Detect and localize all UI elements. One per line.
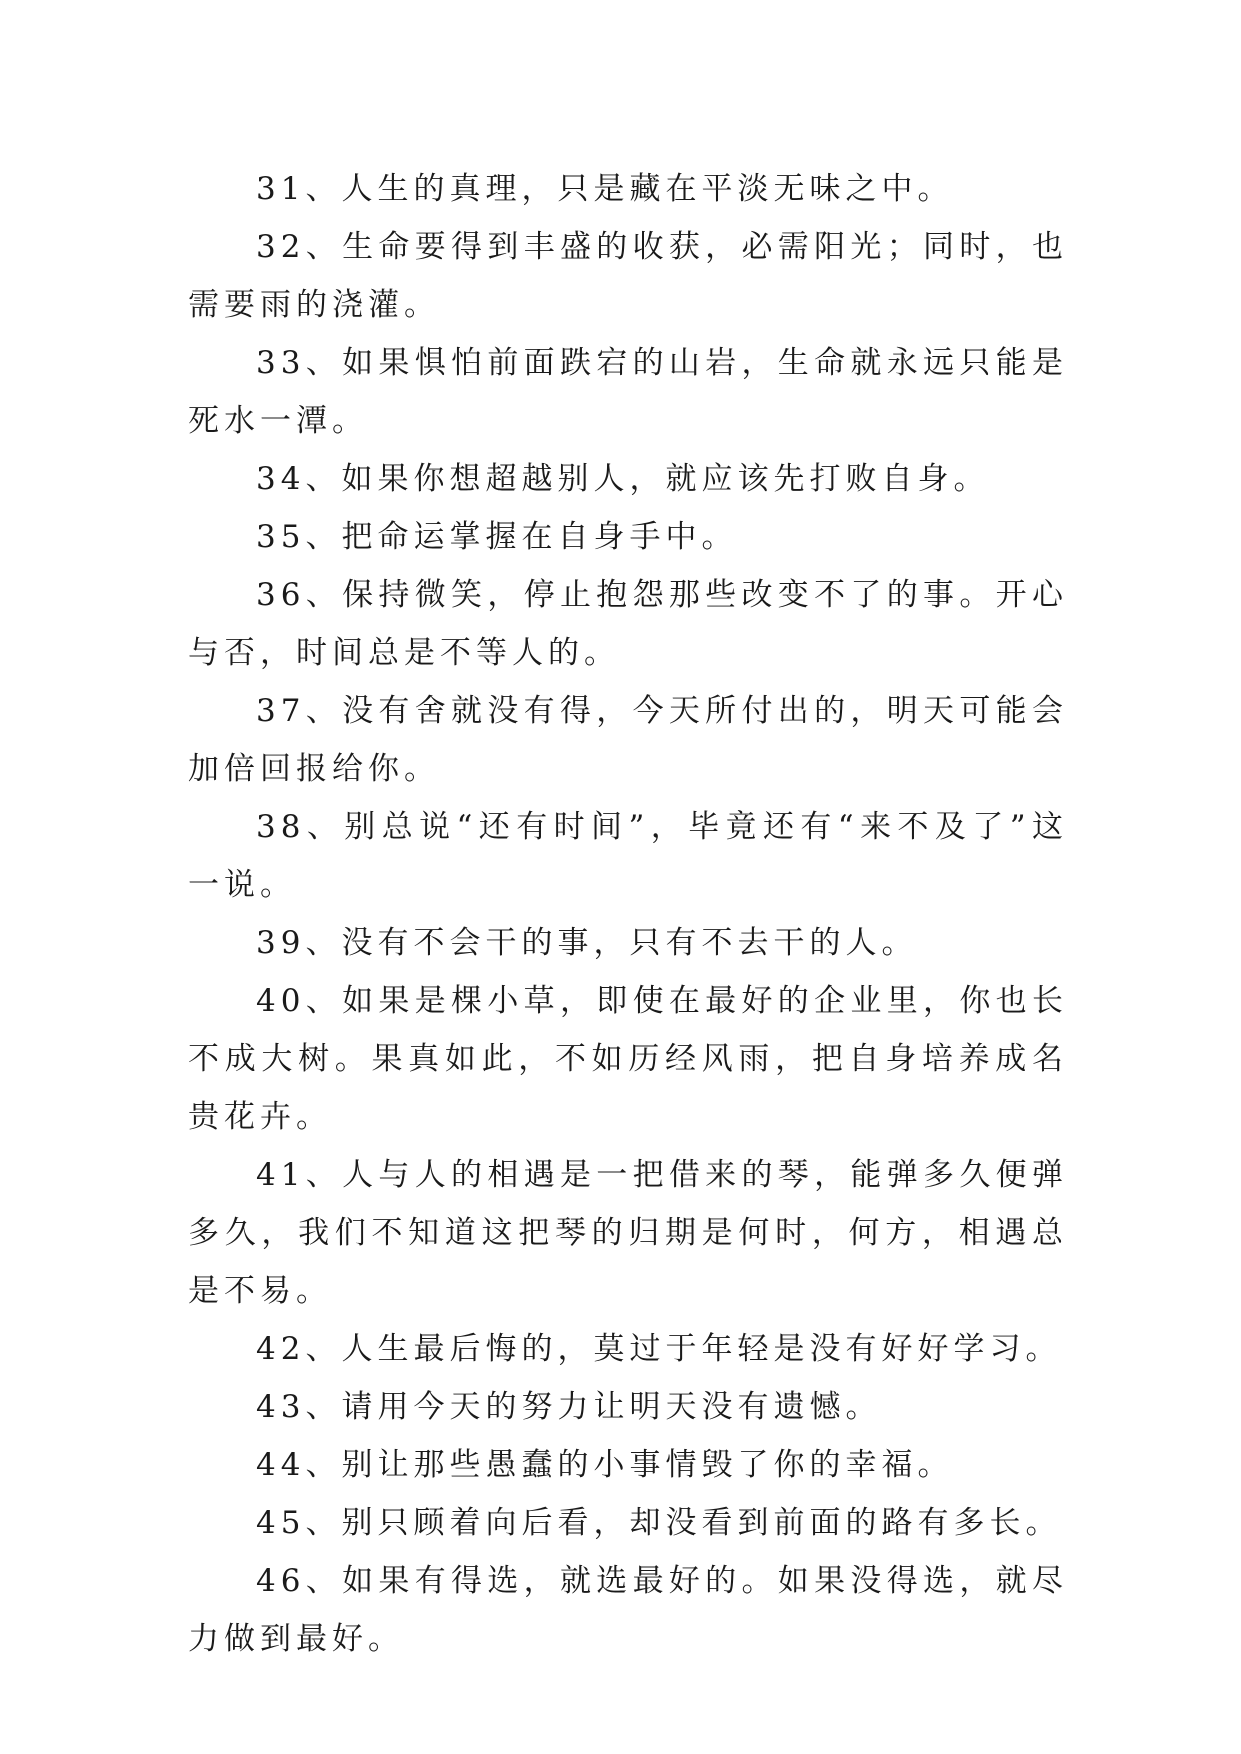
document-body [188,160,1068,1668]
paragraph-37: 37、没有舍就没有得，今天所付出的，明天可能会加倍回报给你。 [188,693,1068,787]
paragraph-43: 43、请用今天的努力让明天没有遗憾。 [256,1389,882,1425]
paragraph-41: 41、人与人的相遇是一把借来的琴，能弹多久便弹多久，我们不知道这把琴的归期是何时，何方，相遇总是不易。 [188,1157,1068,1309]
paragraph-40: 40、如果是棵小草，即使在最好的企业里，你也长不成大树。果真如此，不如历经风雨，把自身培养成名贵花卉。 [188,983,1068,1135]
paragraph-38: 38、别总说“还有时间”，毕竟还有“来不及了”这一说。 [188,809,1068,903]
paragraph-45: 45、别只顾着向后看，却没看到前面的路有多长。 [256,1505,1062,1541]
paragraph-33: 33、如果惧怕前面跌宕的山岩，生命就永远只能是死水一潭。 [188,345,1068,439]
paragraph-42: 42、人生最后悔的，莫过于年轻是没有好好学习。 [256,1331,1062,1367]
paragraph-32: 32、生命要得到丰盛的收获，必需阳光；同时，也需要雨的浇灌。 [188,229,1068,323]
paragraph-35: 35、把命运掌握在自身手中。 [256,519,738,555]
paragraph-46: 46、如果有得选，就选最好的。如果没得选，就尽力做到最好。 [188,1563,1068,1657]
paragraph-39: 39、没有不会干的事，只有不去干的人。 [256,925,918,961]
paragraph-36: 36、保持微笑，停止抱怨那些改变不了的事。开心与否，时间总是不等人的。 [188,577,1068,671]
paragraph-44: 44、别让那些愚蠢的小事情毁了你的幸福。 [256,1447,954,1483]
paragraph-34: 34、如果你想超越别人，就应该先打败自身。 [256,461,990,497]
paragraph-31: 31、人生的真理，只是藏在平淡无味之中。 [256,171,954,207]
